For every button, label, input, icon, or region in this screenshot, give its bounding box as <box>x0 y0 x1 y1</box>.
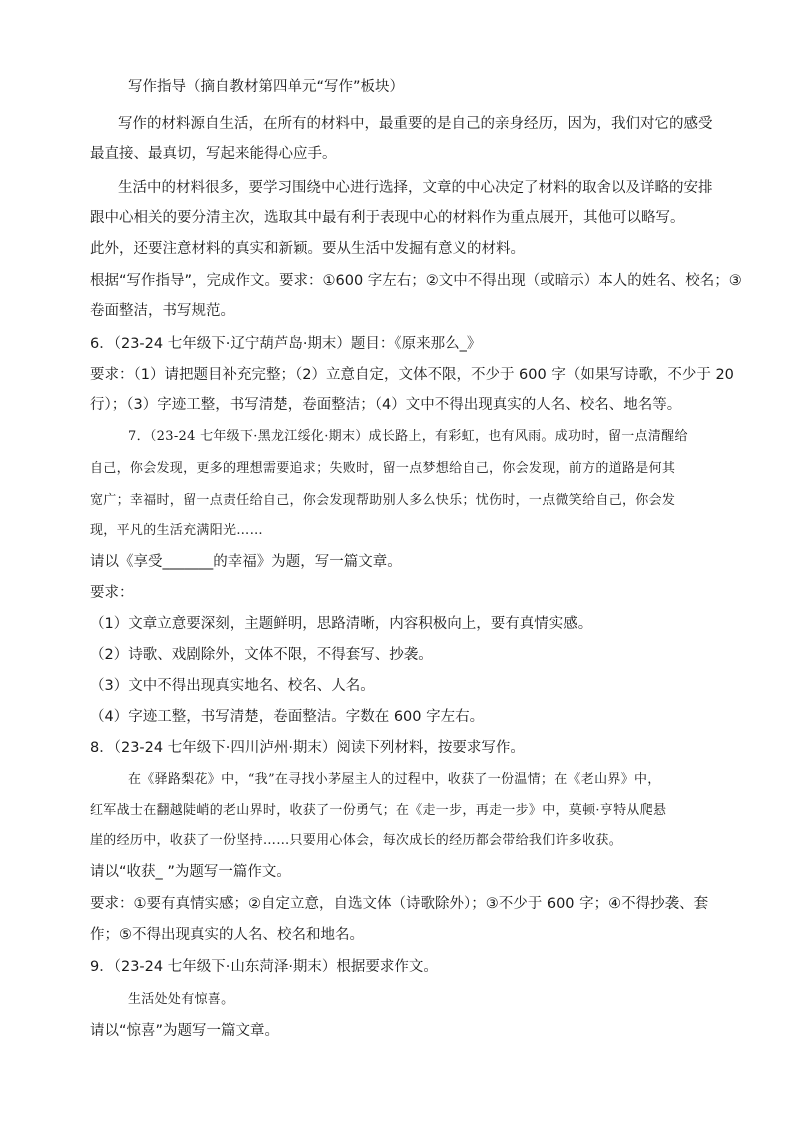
question-7-prompt: 请以《享受_______的幸福》为题，写一篇文章。 <box>90 554 402 570</box>
question-8-material: 红军战士在翻越陡峭的老山界时，收获了一份勇气；在《走一步，再走一步》中，莫顿·亨特从爬悬 <box>90 803 667 818</box>
question-7-material: 7．（23-24 七年级下·黑龙江绥化·期末）成长路上，有彩虹，也有风雨。成功时，留一点清醒给 <box>128 429 688 444</box>
task-requirement: 根据“写作指导”，完成作文。要求：①600 字左右；②文中不得出现（或暗示）本人的姓名、校名；③ <box>90 273 742 289</box>
requirement-item: （3）文中不得出现真实地名、校名、人名。 <box>90 678 375 694</box>
section-heading: 写作指导（摘自教材第四单元“写作”板块） <box>128 79 405 95</box>
question-7-material: 宽广；幸福时，留一点责任给自己，你会发现帮助别人多么快乐；忧伤时，一点微笑给自己，你会发 <box>90 493 676 508</box>
question-9-material: 生活处处有惊喜。 <box>128 992 235 1007</box>
requirement-item: （1）文章立意要深刻，主题鲜明，思路清晰，内容积极向上，要有真情实感。 <box>90 616 593 632</box>
question-6-requirements: 要求：（1）请把题目补充完整；（2）立意自定，文体不限，不少于 600 字（如果写诗歌，不少于 20 <box>90 367 734 383</box>
paragraph-line: 跟中心相关的要分清主次，选取其中最有利于表现中心的材料作为重点展开，其他可以略写。 <box>90 210 685 226</box>
question-9-prompt: 请以“惊喜”为题写一篇文章。 <box>90 1023 280 1039</box>
paragraph-line: 最直接、最真切，写起来能得心应手。 <box>90 146 337 162</box>
paragraph-line: 写作的材料源自生活，在所有的材料中，最重要的是自己的亲身经历，因为，我们对它的感受 <box>118 116 713 132</box>
question-8: 8．（23-24 七年级下·四川泸州·期末）阅读下列材料，按要求写作。 <box>90 740 525 756</box>
question-8-requirements: 要求：①要有真情实感；②自定立意，自选文体（诗歌除外）；③不少于 600 字；④不得抄袭、套 <box>90 896 709 912</box>
requirements-label: 要求： <box>90 585 134 601</box>
question-6: 6．（23-24 七年级下·辽宁葫芦岛·期末）题目：《原来那么_》 <box>90 336 482 352</box>
question-9: 9．（23-24 七年级下·山东菏泽·期末）根据要求作文。 <box>90 959 438 975</box>
question-8-requirements: 作；⑤不得出现真实的人名、校名和地名。 <box>90 927 364 943</box>
question-7-material: 现，平凡的生活充满阳光…… <box>90 523 263 538</box>
question-6-requirements: 行）；（3）字迹工整，书写清楚，卷面整洁；（4）文中不得出现真实的人名、校名、地名等。 <box>90 397 682 413</box>
paragraph-line: 此外，还要注意材料的真实和新颖。要从生活中发掘有意义的材料。 <box>90 241 525 257</box>
requirement-item: （2）诗歌、戏剧除外，文体不限，不得套写、抄袭。 <box>90 647 433 663</box>
question-8-material: 崖的经历中，收获了一份坚持……只要用心体会，每次成长的经历都会带给我们许多收获。 <box>90 833 623 848</box>
paragraph-line: 生活中的材料很多，要学习围绕中心进行选择，文章的中心决定了材料的取舍以及详略的安排 <box>118 180 713 196</box>
question-8-prompt: 请以“收获_ ”为题写一篇作文。 <box>90 864 291 880</box>
question-7-material: 自己，你会发现，更多的理想需要追求；失败时，留一点梦想给自己，你会发现，前方的道路是何其 <box>90 461 676 476</box>
requirement-item: （4）字迹工整，书写清楚，卷面整洁。字数在 600 字左右。 <box>90 709 485 725</box>
question-8-material: 在《驿路梨花》中，“我”在寻找小茅屋主人的过程中，收获了一份温情；在《老山界》中， <box>128 772 661 787</box>
task-requirement: 卷面整洁，书写规范。 <box>90 303 235 319</box>
